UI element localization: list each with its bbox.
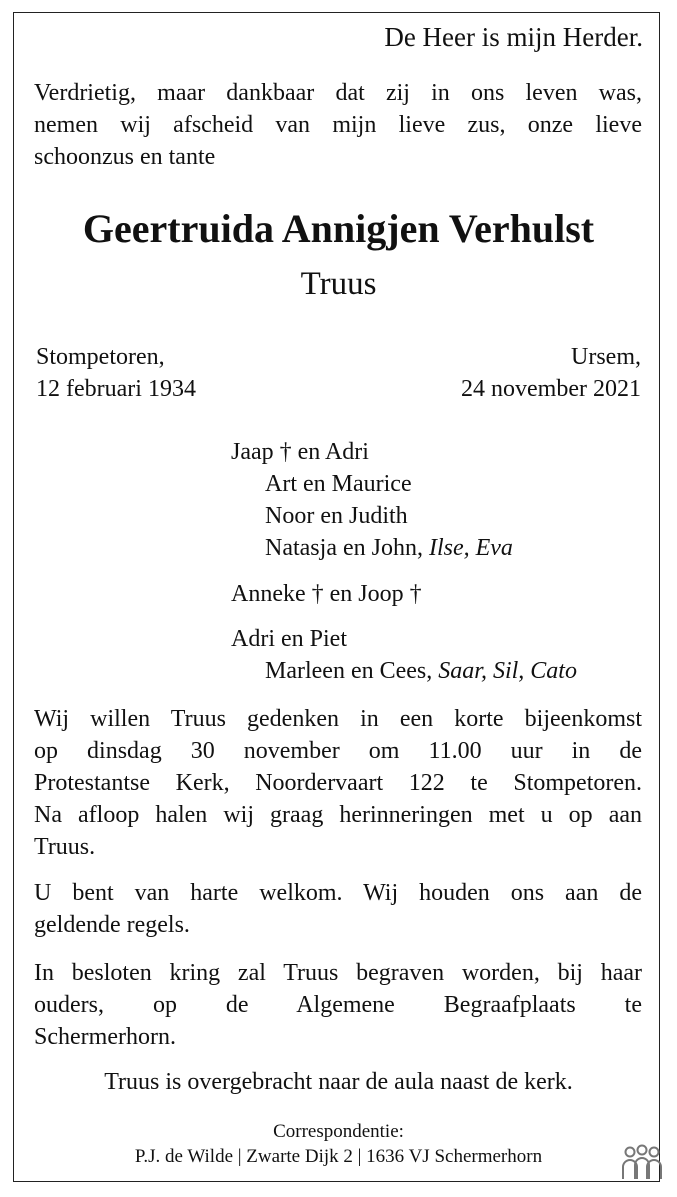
family-group-2 [231, 578, 422, 610]
family-head: Jaap † en Adri [231, 439, 369, 465]
people-group-icon [618, 1143, 666, 1183]
child-names: Marleen en Cees, [265, 658, 439, 684]
service-line: Truus. [34, 834, 96, 860]
family-head: Anneke † en Joop † [231, 581, 422, 607]
child-names: Natasja en John, [265, 535, 429, 561]
family-child [231, 532, 513, 564]
intro-line: nemen wij afscheid van mijn lieve zus, onze lieve [34, 112, 642, 138]
service-line: op dinsdag 30 november om 11.00 uur in de [34, 738, 642, 764]
family-child: Art en Maurice [265, 471, 412, 497]
intro-line: schoonzus en tante [34, 144, 216, 170]
welcome-line: geldende regels. [34, 912, 190, 938]
welcome-paragraph [34, 877, 642, 941]
deceased-name: Geertruida Annigjen Verhulst [82, 206, 595, 251]
death-date: 24 november 2021 [461, 376, 641, 402]
birth-block [36, 341, 196, 405]
family-child [231, 655, 577, 687]
correspondence-address: P.J. de Wilde | Zwarte Dijk 2 | 1636 VJ Schermerhorn [134, 1146, 543, 1167]
service-paragraph [34, 703, 642, 863]
grandchildren-names: Ilse, Eva [428, 535, 513, 561]
burial-line: In besloten kring zal Truus begraven worden, bij haar [34, 960, 642, 986]
family-group-3 [231, 623, 577, 687]
welcome-line: U bent van harte welkom. Wij houden ons aan de [34, 880, 642, 906]
deceased-nickname: Truus [300, 266, 377, 302]
death-place: Ursem, [571, 344, 641, 370]
birth-place: Stompetoren, [36, 344, 165, 370]
burial-line: ouders, op de Algemene Begraafplaats te [34, 992, 642, 1018]
family-child: Noor en Judith [265, 503, 408, 529]
family-head: Adri en Piet [231, 626, 347, 652]
service-line: Wij willen Truus gedenken in een korte bijeenkomst [34, 706, 642, 732]
grandchildren-names: Saar, Sil, Cato [438, 658, 577, 684]
burial-paragraph [34, 957, 642, 1053]
intro-line: Verdrietig, maar dankbaar dat zij in ons leven was, [34, 80, 642, 106]
service-line: Na afloop halen wij graag herinneringen met u op aan [34, 802, 642, 828]
motto: De Heer is mijn Herder. [384, 22, 643, 52]
birth-date: 12 februari 1934 [36, 376, 196, 402]
service-line: Protestantse Kerk, Noordervaart 122 te Stompetoren. [34, 770, 642, 796]
burial-line: Schermerhorn. [34, 1024, 176, 1050]
death-block [461, 341, 641, 405]
aula-note: Truus is overgebracht naar de aula naast de kerk. [104, 1069, 573, 1095]
correspondence-label: Correspondentie: [273, 1121, 404, 1142]
intro-paragraph [34, 77, 642, 173]
family-group-1 [231, 436, 513, 564]
